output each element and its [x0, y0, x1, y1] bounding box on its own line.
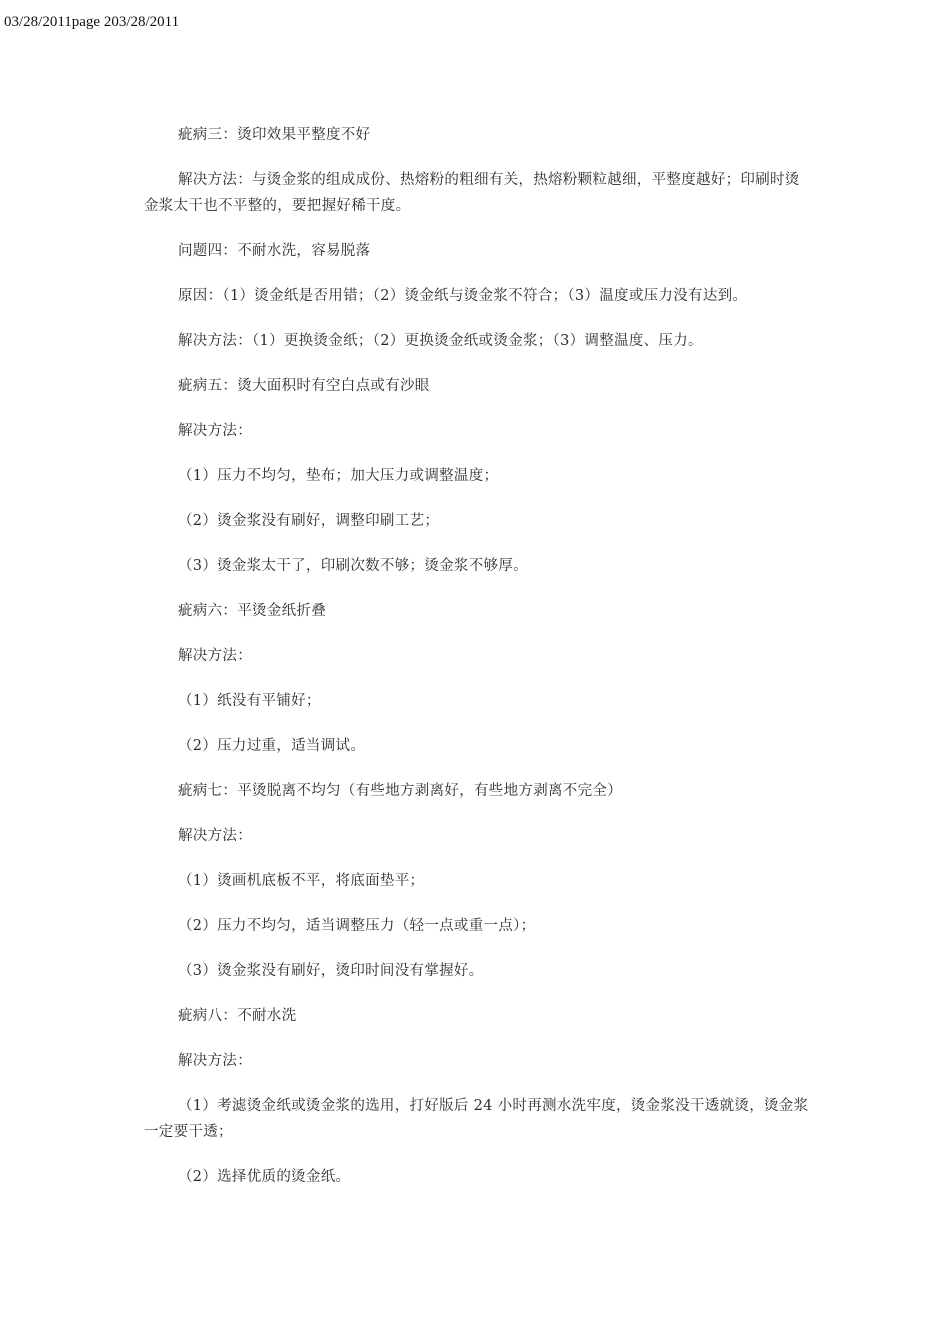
paragraph: 解决方法： — [178, 828, 252, 844]
paragraph: 原因：（1）烫金纸是否用错；（2）烫金纸与烫金浆不符合；（3）温度或压力没有达到。 — [178, 288, 748, 304]
paragraph: 解决方法： — [178, 423, 252, 439]
paragraph: 解决方法： — [178, 1053, 252, 1069]
paragraph: 疵病七：平烫脱离不均匀（有些地方剥离好，有些地方剥离不完全） — [178, 783, 622, 799]
paragraph: 疵病六：平烫金纸折叠 — [178, 603, 326, 619]
paragraph: （3）烫金浆没有刷好，烫印时间没有掌握好。 — [178, 963, 484, 979]
document-body — [144, 122, 814, 1209]
paragraph: （2）烫金浆没有刷好，调整印刷工艺； — [178, 513, 440, 529]
paragraph: （1）烫画机底板不平，将底面垫平； — [178, 873, 425, 889]
paragraph: （2）压力过重，适当调试。 — [178, 738, 366, 754]
paragraph: （1）考滤烫金纸或烫金浆的选用，打好版后 24 小时再测水洗牢度，烫金浆没干透就烫，烫金浆一定要干透； — [144, 1098, 809, 1140]
paragraph: 疵病三：烫印效果平整度不好 — [178, 127, 371, 143]
page-header: 03/28/2011page 203/28/2011 — [4, 14, 180, 30]
paragraph: 解决方法：与烫金浆的组成成份、热熔粉的粗细有关，热熔粉颗粒越细，平整度越好；印刷时烫金浆太干也不平整的，要把握好稀干度。 — [144, 172, 800, 214]
paragraph: （1）压力不均匀，垫布；加大压力或调整温度； — [178, 468, 499, 484]
paragraph: 问题四：不耐水洗，容易脱落 — [178, 243, 371, 259]
paragraph: 解决方法： — [178, 648, 252, 664]
paragraph: 疵病五：烫大面积时有空白点或有沙眼 — [178, 378, 430, 394]
paragraph: （2）选择优质的烫金纸。 — [178, 1169, 351, 1185]
paragraph: （2）压力不均匀，适当调整压力（轻一点或重一点）； — [178, 918, 536, 934]
paragraph: 解决方法：（1）更换烫金纸；（2）更换烫金纸或烫金浆；（3）调整温度、压力。 — [178, 333, 703, 349]
paragraph: （1）纸没有平铺好； — [178, 693, 321, 709]
paragraph: 疵病八：不耐水洗 — [178, 1008, 297, 1024]
paragraph: （3）烫金浆太干了，印刷次数不够；烫金浆不够厚。 — [178, 558, 528, 574]
